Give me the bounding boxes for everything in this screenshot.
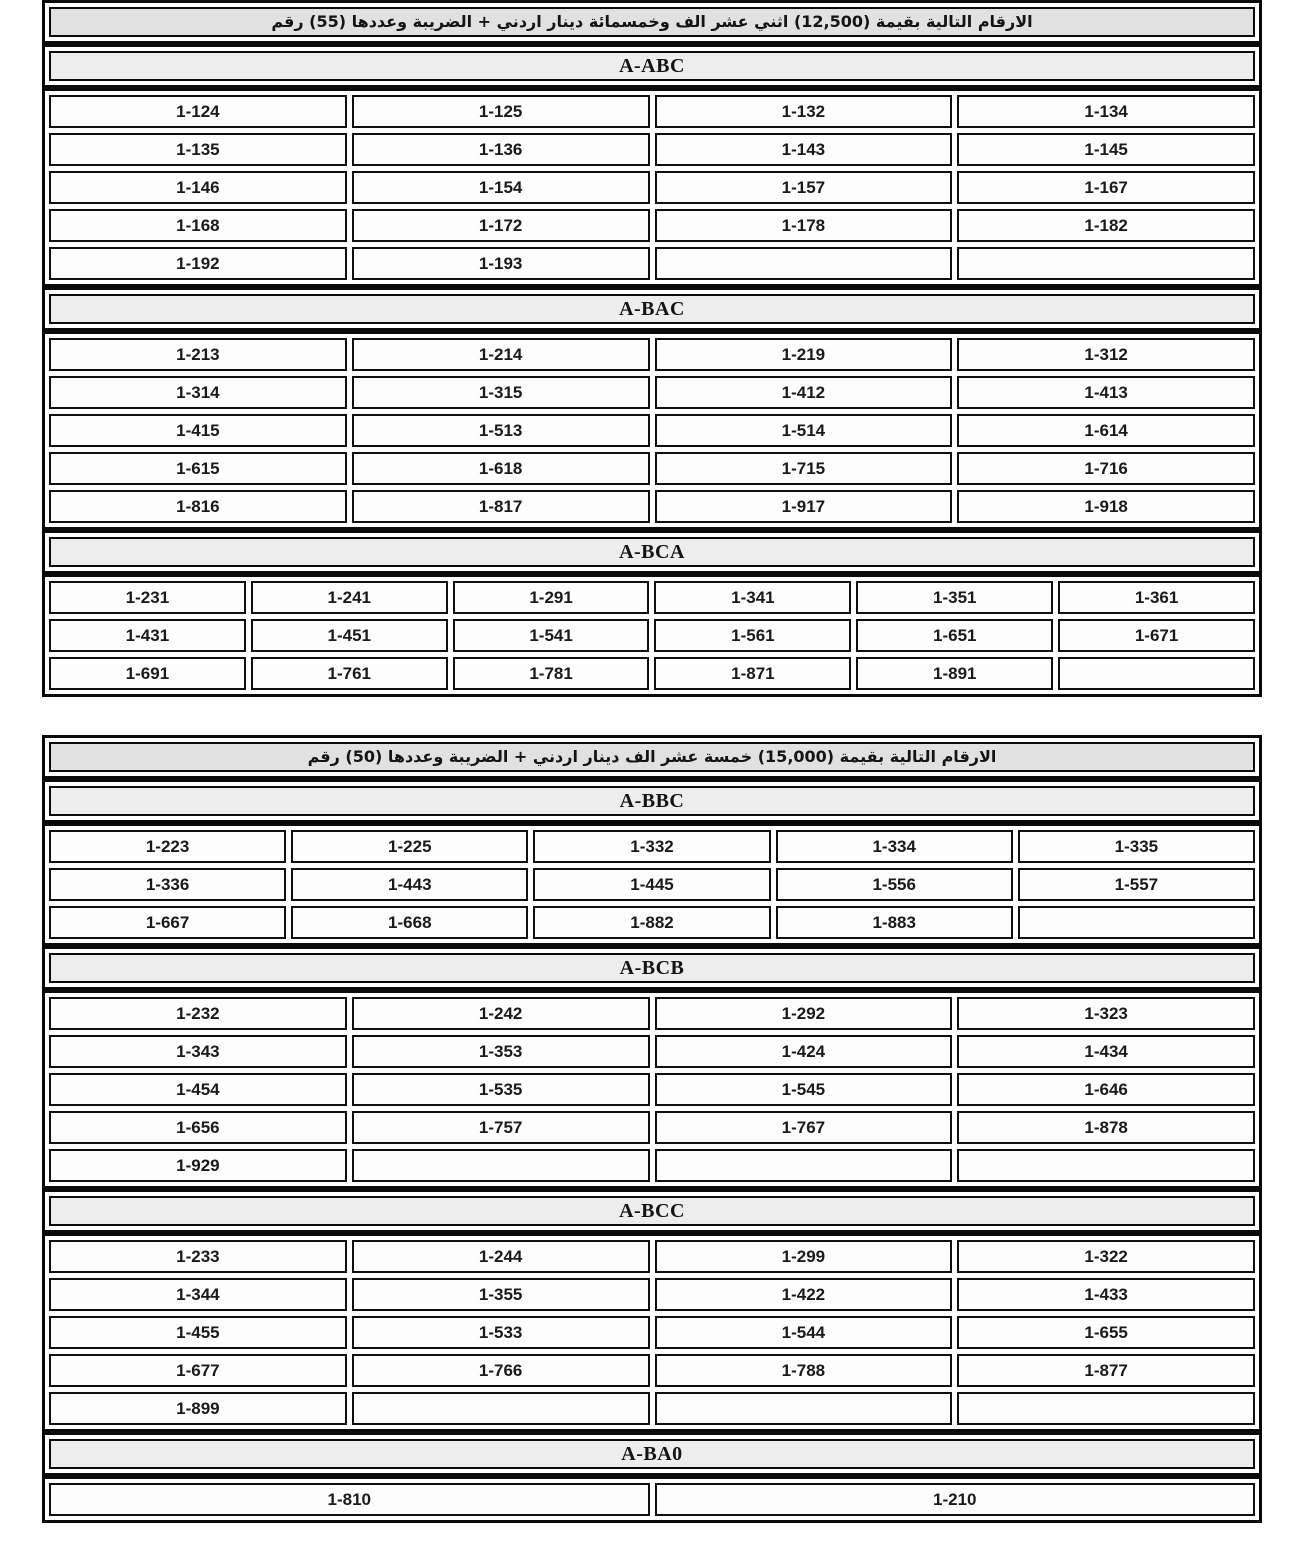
number-cell: 1-353	[352, 1035, 650, 1068]
number-cell: 1-618	[352, 452, 650, 485]
number-cell: 1-143	[655, 133, 953, 166]
number-cell: 1-172	[352, 209, 650, 242]
empty-cell	[1058, 657, 1255, 690]
number-cell: 1-214	[352, 338, 650, 371]
number-cell: 1-513	[352, 414, 650, 447]
number-cell: 1-314	[49, 376, 347, 409]
number-cell: 1-233	[49, 1240, 347, 1273]
number-cell: 1-556	[776, 868, 1013, 901]
number-cell: 1-231	[49, 581, 246, 614]
number-cell: 1-223	[49, 830, 286, 863]
section-grid-a-bcb	[42, 990, 1262, 1189]
number-cell: 1-361	[1058, 581, 1255, 614]
number-cell: 1-716	[957, 452, 1255, 485]
section-header-a-bca	[42, 530, 1262, 574]
number-cell: 1-135	[49, 133, 347, 166]
number-cell: 1-434	[957, 1035, 1255, 1068]
section-label: A-BAC	[49, 294, 1255, 324]
number-cell: 1-299	[655, 1240, 953, 1273]
number-cell: 1-788	[655, 1354, 953, 1387]
number-cell: 1-715	[655, 452, 953, 485]
section-label: A-BCC	[49, 1196, 1255, 1226]
table-title-text: الارقام التالية بقيمة (12,500) اثني عشر الف وخمسمائة دينار اردني + الضريبة وعددها (55) رقم	[49, 7, 1255, 37]
number-cell: 1-312	[957, 338, 1255, 371]
number-cell: 1-134	[957, 95, 1255, 128]
number-cell: 1-136	[352, 133, 650, 166]
number-cell: 1-899	[49, 1392, 347, 1425]
section-grid-a-abc	[42, 88, 1262, 287]
number-cell: 1-178	[655, 209, 953, 242]
number-cell: 1-168	[49, 209, 347, 242]
number-cell: 1-668	[291, 906, 528, 939]
number-cell: 1-651	[856, 619, 1053, 652]
number-cell: 1-154	[352, 171, 650, 204]
empty-cell	[957, 1392, 1255, 1425]
number-cell: 1-761	[251, 657, 448, 690]
number-cell: 1-877	[957, 1354, 1255, 1387]
number-cell: 1-334	[776, 830, 1013, 863]
section-header-a-bcb	[42, 946, 1262, 990]
number-cell: 1-232	[49, 997, 347, 1030]
empty-cell	[655, 1392, 953, 1425]
number-cell: 1-213	[49, 338, 347, 371]
number-cell: 1-124	[49, 95, 347, 128]
section-grid-a-ba0	[42, 1476, 1262, 1523]
number-cell: 1-767	[655, 1111, 953, 1144]
number-cell: 1-335	[1018, 830, 1255, 863]
number-cell: 1-918	[957, 490, 1255, 523]
number-cell: 1-431	[49, 619, 246, 652]
section-label: A-BA0	[49, 1439, 1255, 1469]
number-cell: 1-691	[49, 657, 246, 690]
number-cell: 1-646	[957, 1073, 1255, 1106]
section-header-a-bac	[42, 287, 1262, 331]
number-cell: 1-413	[957, 376, 1255, 409]
number-cell: 1-535	[352, 1073, 650, 1106]
number-cell: 1-146	[49, 171, 347, 204]
empty-cell	[957, 1149, 1255, 1182]
empty-cell	[352, 1149, 650, 1182]
number-cell: 1-614	[957, 414, 1255, 447]
number-cell: 1-157	[655, 171, 953, 204]
number-cell: 1-817	[352, 490, 650, 523]
number-cell: 1-929	[49, 1149, 347, 1182]
number-cell: 1-351	[856, 581, 1053, 614]
number-cell: 1-454	[49, 1073, 347, 1106]
number-cell: 1-781	[453, 657, 650, 690]
value-table-1	[42, 0, 1262, 697]
number-cell: 1-891	[856, 657, 1053, 690]
number-cell: 1-315	[352, 376, 650, 409]
number-cell: 1-677	[49, 1354, 347, 1387]
number-cell: 1-514	[655, 414, 953, 447]
number-cell: 1-533	[352, 1316, 650, 1349]
section-grid-a-bbc	[42, 823, 1262, 946]
number-cell: 1-883	[776, 906, 1013, 939]
number-cell: 1-671	[1058, 619, 1255, 652]
empty-cell	[352, 1392, 650, 1425]
number-cell: 1-544	[655, 1316, 953, 1349]
value-table-2	[42, 735, 1262, 1523]
section-grid-a-bcc	[42, 1233, 1262, 1432]
number-cell: 1-882	[533, 906, 770, 939]
empty-cell	[655, 1149, 953, 1182]
number-cell: 1-332	[533, 830, 770, 863]
table-title-band	[42, 0, 1262, 44]
number-cell: 1-541	[453, 619, 650, 652]
number-cell: 1-292	[655, 997, 953, 1030]
number-cell: 1-192	[49, 247, 347, 280]
section-label: A-BCA	[49, 537, 1255, 567]
table-title-text: الارقام التالية بقيمة (15,000) خمسة عشر الف دينار اردني + الضريبة وعددها (50) رقم	[49, 742, 1255, 772]
number-cell: 1-210	[655, 1483, 1256, 1516]
section-grid-a-bca	[42, 574, 1262, 697]
number-cell: 1-545	[655, 1073, 953, 1106]
section-grid-a-bac	[42, 331, 1262, 530]
number-cell: 1-182	[957, 209, 1255, 242]
number-cell: 1-816	[49, 490, 347, 523]
number-cell: 1-424	[655, 1035, 953, 1068]
number-cell: 1-193	[352, 247, 650, 280]
number-cell: 1-451	[251, 619, 448, 652]
number-cell: 1-757	[352, 1111, 650, 1144]
number-cell: 1-132	[655, 95, 953, 128]
empty-cell	[1018, 906, 1255, 939]
document-tables	[42, 0, 1262, 1523]
number-cell: 1-422	[655, 1278, 953, 1311]
empty-cell	[957, 247, 1255, 280]
number-cell: 1-810	[49, 1483, 650, 1516]
section-header-a-ba0	[42, 1432, 1262, 1476]
section-label: A-ABC	[49, 51, 1255, 81]
number-cell: 1-655	[957, 1316, 1255, 1349]
number-cell: 1-415	[49, 414, 347, 447]
section-label: A-BBC	[49, 786, 1255, 816]
number-cell: 1-871	[654, 657, 851, 690]
section-header-a-bcc	[42, 1189, 1262, 1233]
number-cell: 1-557	[1018, 868, 1255, 901]
number-cell: 1-219	[655, 338, 953, 371]
number-cell: 1-615	[49, 452, 347, 485]
number-cell: 1-244	[352, 1240, 650, 1273]
number-cell: 1-355	[352, 1278, 650, 1311]
number-cell: 1-667	[49, 906, 286, 939]
number-cell: 1-341	[654, 581, 851, 614]
number-cell: 1-323	[957, 997, 1255, 1030]
number-cell: 1-412	[655, 376, 953, 409]
number-cell: 1-343	[49, 1035, 347, 1068]
number-cell: 1-167	[957, 171, 1255, 204]
number-cell: 1-336	[49, 868, 286, 901]
number-cell: 1-766	[352, 1354, 650, 1387]
number-cell: 1-322	[957, 1240, 1255, 1273]
number-cell: 1-344	[49, 1278, 347, 1311]
empty-cell	[655, 247, 953, 280]
number-cell: 1-125	[352, 95, 650, 128]
number-cell: 1-145	[957, 133, 1255, 166]
number-cell: 1-241	[251, 581, 448, 614]
number-cell: 1-917	[655, 490, 953, 523]
number-cell: 1-445	[533, 868, 770, 901]
section-header-a-abc	[42, 44, 1262, 88]
number-cell: 1-656	[49, 1111, 347, 1144]
number-cell: 1-291	[453, 581, 650, 614]
section-header-a-bbc	[42, 779, 1262, 823]
number-cell: 1-443	[291, 868, 528, 901]
number-cell: 1-225	[291, 830, 528, 863]
number-cell: 1-433	[957, 1278, 1255, 1311]
table-title-band	[42, 735, 1262, 779]
number-cell: 1-455	[49, 1316, 347, 1349]
number-cell: 1-878	[957, 1111, 1255, 1144]
section-label: A-BCB	[49, 953, 1255, 983]
number-cell: 1-561	[654, 619, 851, 652]
number-cell: 1-242	[352, 997, 650, 1030]
